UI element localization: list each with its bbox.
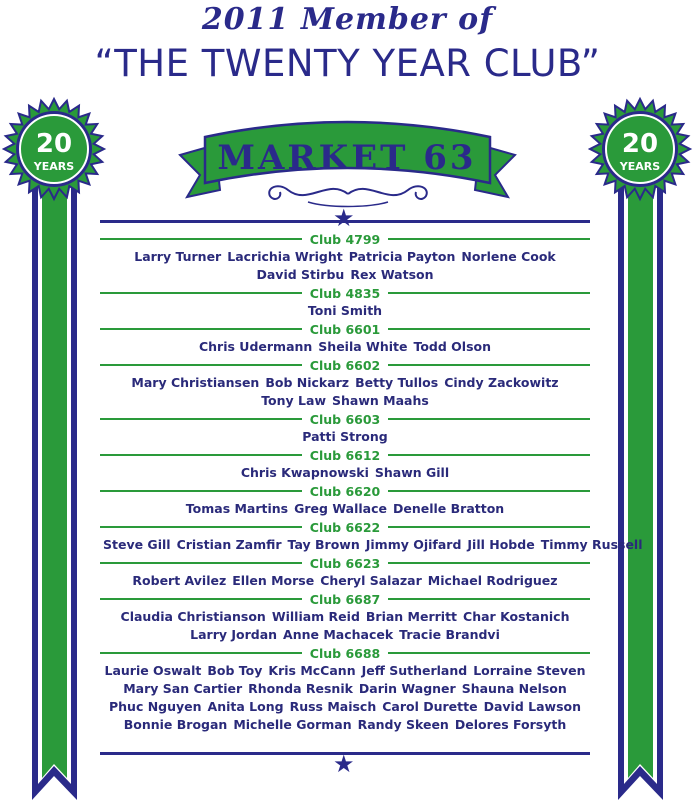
member-row bbox=[100, 716, 590, 734]
club-name: Club 6687 bbox=[309, 591, 381, 607]
member-name: Anita Long bbox=[207, 699, 284, 714]
member-name: Claudia Christianson bbox=[120, 609, 266, 624]
member-row bbox=[100, 626, 590, 644]
club-heading bbox=[100, 482, 590, 500]
right-seal-number: 20 bbox=[621, 129, 659, 159]
member-name: Cristian Zamfir bbox=[176, 537, 282, 552]
member-name: Jill Hobde bbox=[467, 537, 535, 552]
left-seal-icon bbox=[4, 99, 104, 199]
member-row bbox=[100, 536, 643, 554]
left-award-ribbon bbox=[2, 94, 107, 800]
club-name: Club 6602 bbox=[309, 357, 381, 373]
club-heading bbox=[100, 446, 590, 464]
member-name: Larry Turner bbox=[134, 249, 222, 264]
member-name: Timmy Russell bbox=[540, 537, 643, 552]
club-name: Club 6623 bbox=[309, 555, 381, 571]
member-name: Delores Forsyth bbox=[454, 717, 567, 732]
member-name: Sheila White bbox=[318, 339, 408, 354]
member-name: Kris McCann bbox=[268, 663, 356, 678]
member-name: Denelle Bratton bbox=[393, 501, 505, 516]
member-name: Bob Nickarz bbox=[265, 375, 350, 390]
member-row bbox=[100, 266, 590, 284]
member-name: Cheryl Salazar bbox=[320, 573, 422, 588]
member-name: Shawn Maahs bbox=[332, 393, 429, 408]
member-name: Lorraine Steven bbox=[473, 663, 586, 678]
member-row bbox=[100, 680, 590, 698]
header-line-1: 2011 Member of bbox=[201, 2, 494, 37]
member-name: Anne Machacek bbox=[283, 627, 394, 642]
member-name: Robert Avilez bbox=[132, 573, 227, 588]
member-name: Jimmy Ojifard bbox=[365, 537, 462, 552]
header-line-2: “THE TWENTY YEAR CLUB” bbox=[94, 42, 601, 85]
member-name: Betty Tullos bbox=[355, 375, 439, 390]
member-name: Tomas Martins bbox=[185, 501, 289, 516]
club-name: Club 6612 bbox=[309, 447, 381, 463]
member-name: Ellen Morse bbox=[232, 573, 315, 588]
member-name: Norlene Cook bbox=[461, 249, 556, 264]
member-row bbox=[100, 464, 590, 482]
member-name: Toni Smith bbox=[307, 303, 383, 318]
member-name: David Stirbu bbox=[256, 267, 345, 282]
member-name: Tony Law bbox=[261, 393, 326, 408]
member-name: Greg Wallace bbox=[294, 501, 387, 516]
member-name: Russ Maisch bbox=[289, 699, 377, 714]
top-star-icon: ★ bbox=[333, 204, 355, 232]
member-name: Shauna Nelson bbox=[461, 681, 567, 696]
club-name: Club 6688 bbox=[309, 645, 381, 661]
member-row bbox=[100, 338, 590, 356]
bottom-star-icon: ★ bbox=[333, 750, 355, 778]
member-row bbox=[100, 392, 590, 410]
club-name: Club 4835 bbox=[309, 285, 381, 301]
club-heading bbox=[100, 590, 590, 608]
member-row bbox=[100, 500, 590, 518]
member-name: Char Kostanich bbox=[463, 609, 570, 624]
member-name: Rex Watson bbox=[350, 267, 434, 282]
member-name: Bob Toy bbox=[207, 663, 263, 678]
member-name: Phuc Nguyen bbox=[108, 699, 202, 714]
right-seal-icon bbox=[590, 99, 690, 199]
club-list bbox=[100, 210, 643, 780]
member-name: William Reid bbox=[271, 609, 360, 624]
member-name: Steve Gill bbox=[103, 537, 171, 552]
banner-text: MARKET 63 bbox=[217, 138, 477, 178]
member-name: Chris Udermann bbox=[198, 339, 313, 354]
club-heading bbox=[100, 284, 590, 302]
left-seal-label: YEARS bbox=[33, 160, 75, 173]
member-row bbox=[100, 608, 590, 626]
member-name: Michael Rodriguez bbox=[427, 573, 558, 588]
club-name: Club 6603 bbox=[309, 411, 381, 427]
member-name: Chris Kwapnowski bbox=[240, 465, 369, 480]
club-name: Club 4799 bbox=[309, 231, 381, 247]
right-award-ribbon bbox=[588, 94, 693, 800]
member-name: Tay Brown bbox=[287, 537, 360, 552]
member-name: David Lawson bbox=[483, 699, 582, 714]
member-name: Carol Durette bbox=[382, 699, 478, 714]
club-heading bbox=[100, 410, 590, 428]
member-name: Lacrichia Wright bbox=[227, 249, 343, 264]
member-row bbox=[100, 572, 590, 590]
club-heading bbox=[100, 320, 590, 338]
member-row bbox=[100, 248, 590, 266]
club-heading bbox=[100, 356, 590, 374]
member-name: Todd Olson bbox=[413, 339, 492, 354]
member-name: Tracie Brandvi bbox=[399, 627, 500, 642]
club-heading bbox=[100, 518, 590, 536]
club-heading bbox=[100, 230, 590, 248]
left-seal-number: 20 bbox=[35, 129, 73, 159]
member-name: Shawn Gill bbox=[374, 465, 450, 480]
member-name: Larry Jordan bbox=[190, 627, 278, 642]
member-row bbox=[100, 428, 590, 446]
member-name: Patricia Payton bbox=[348, 249, 456, 264]
member-name: Randy Skeen bbox=[357, 717, 449, 732]
club-name: Club 6620 bbox=[309, 483, 381, 499]
member-name: Cindy Zackowitz bbox=[444, 375, 559, 390]
right-seal-label: YEARS bbox=[619, 160, 661, 173]
member-name: Rhonda Resnik bbox=[248, 681, 353, 696]
club-name: Club 6622 bbox=[309, 519, 381, 535]
member-name: Mary San Cartier bbox=[123, 681, 243, 696]
member-name: Laurie Oswalt bbox=[104, 663, 202, 678]
member-row bbox=[100, 698, 590, 716]
member-name: Jeff Sutherland bbox=[361, 663, 468, 678]
member-row bbox=[100, 374, 590, 392]
club-name: Club 6601 bbox=[309, 321, 381, 337]
member-name: Patti Strong bbox=[302, 429, 388, 444]
member-name: Brian Merritt bbox=[365, 609, 458, 624]
member-row bbox=[100, 302, 590, 320]
member-name: Bonnie Brogan bbox=[123, 717, 228, 732]
member-name: Mary Christiansen bbox=[131, 375, 260, 390]
club-heading bbox=[100, 554, 590, 572]
member-name: Michelle Gorman bbox=[233, 717, 352, 732]
member-name: Darin Wagner bbox=[358, 681, 456, 696]
club-heading bbox=[100, 644, 590, 662]
member-row bbox=[100, 662, 590, 680]
